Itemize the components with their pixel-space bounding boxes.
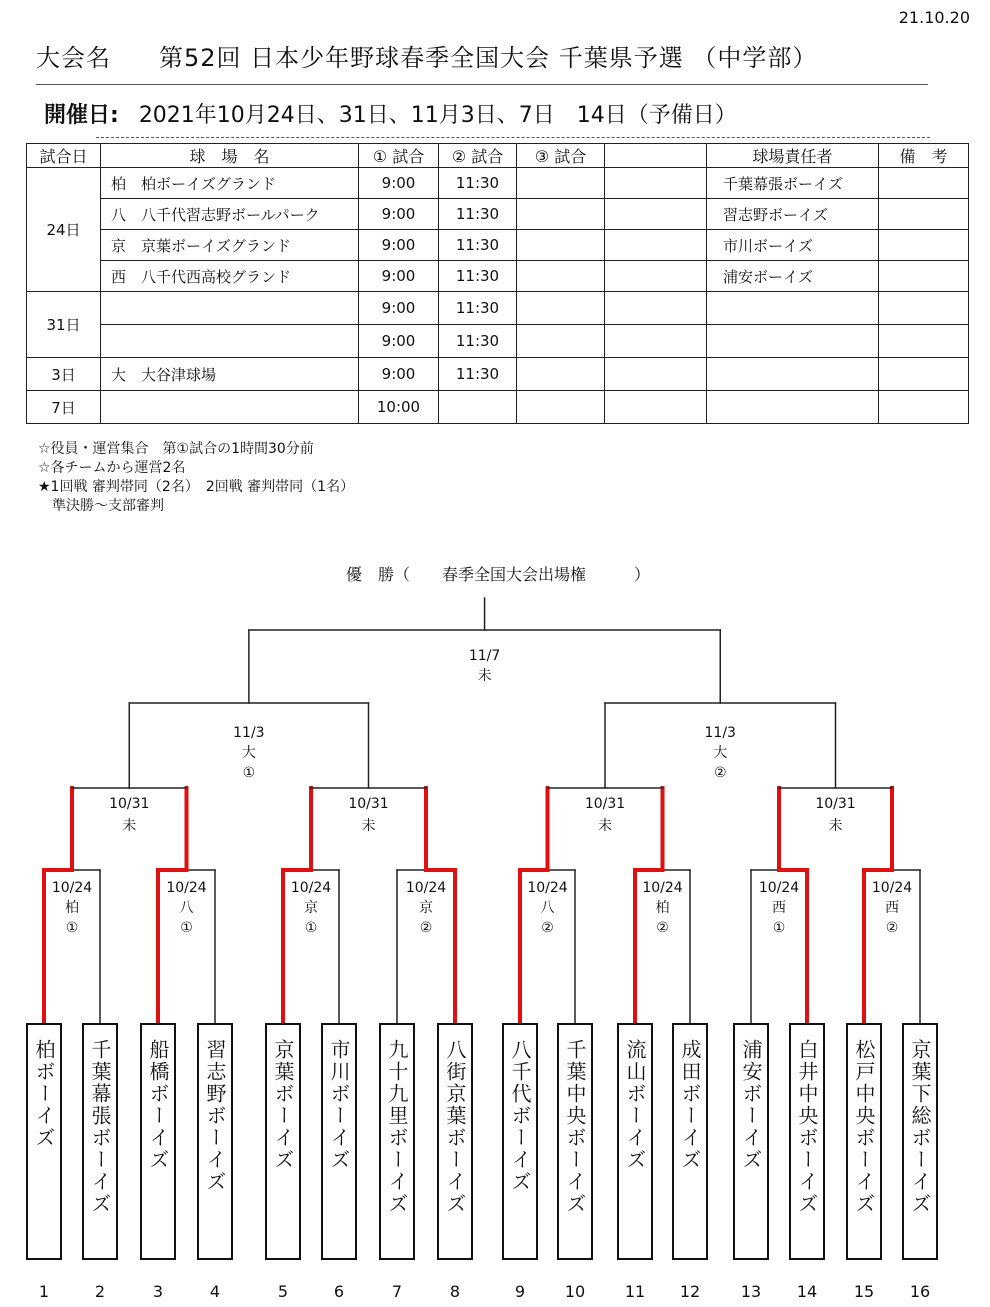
header-venue: 球 場 名 [101,144,359,168]
team-seed-number: 2 [94,1282,106,1301]
team-name: 九十九里ボーイズ [385,1039,409,1215]
team-name: 浦安ボーイズ [739,1039,763,1171]
team-seed-number: 3 [152,1282,164,1301]
manager-cell: 習志野ボーイズ [707,199,879,230]
round1-date-label: 10/24 [642,880,683,896]
time2-cell: 11:30 [439,325,517,358]
round1-venue-label: 京 [304,900,318,916]
semi-date-label: 11/3 [233,725,265,741]
team-name: 船橋ボーイズ [146,1039,170,1171]
round1-game-label: ② [541,920,554,936]
time1-cell: 9:00 [359,325,439,358]
round1-game-label: ① [772,920,786,936]
held-label: 開催日: [44,103,119,128]
team-name: 白井中央ボーイズ [795,1039,819,1215]
day-cell: 24日 [27,168,101,292]
round1-date-label: 10/24 [405,880,447,896]
team-name: 千葉幕張ボーイズ [88,1039,112,1215]
round1-venue-label: 八 [179,900,194,916]
time1-cell: 9:00 [359,261,439,292]
time2-cell: 11:30 [439,261,517,292]
round1-venue-label: 八 [540,900,555,916]
time1-cell: 9:00 [359,199,439,230]
day-cell: 3日 [27,358,101,391]
team-box [672,1023,708,1260]
venue-cell: 八 八千代習志野ボールパーク [101,199,359,230]
team-box [733,1023,769,1260]
team-name: 京葉下総ボーイズ [908,1039,932,1215]
team-box [321,1023,357,1260]
round1-venue-label: 西 [885,900,899,916]
day-cell: 7日 [27,391,101,424]
round1-game-label: ② [656,920,669,936]
document-date: 21.10.20 [898,8,970,27]
round1-date-label: 10/24 [166,880,207,896]
team-seed-number: 15 [853,1282,875,1301]
semi-venue-label: 大 [713,745,728,761]
team-box [265,1023,301,1260]
round1-game-label: ② [885,920,899,936]
time2-cell: 11:30 [439,358,517,391]
quarter-date-label: 10/31 [109,796,150,812]
team-seed-number: 4 [209,1282,221,1301]
team-seed-number: 11 [624,1282,646,1301]
team-name: 市川ボーイズ [327,1039,351,1171]
final-date-label: 11/7 [468,648,501,664]
time1-cell: 9:00 [359,230,439,261]
round1-date-label: 10/24 [290,880,332,896]
round1-venue-label: 西 [772,900,786,916]
team-name: 成田ボーイズ [678,1039,702,1171]
team-name: 八千代ボーイズ [508,1039,532,1193]
time2-cell: 11:30 [439,168,517,199]
quarter-status-label: 未 [828,818,843,834]
team-box [617,1023,653,1260]
quarter-date-label: 10/31 [584,796,626,812]
team-box [902,1023,938,1260]
time2-cell: 11:30 [439,292,517,325]
champion-line: 優 勝（ 春季全国大会出場権 ） [346,565,651,584]
note-line: ☆役員・運営集合 第①試合の1時間30分前 [38,441,314,457]
round1-date-label: 10/24 [527,880,568,896]
time2-cell: 11:30 [439,199,517,230]
team-name: 八街京葉ボーイズ [443,1039,467,1215]
round1-game-label: ① [304,920,318,936]
manager-cell: 浦安ボーイズ [707,261,879,292]
venue-cell: 京 京葉ボーイズグランド [101,230,359,261]
team-name: 千葉中央ボーイズ [563,1039,587,1215]
time1-cell: 9:00 [359,292,439,325]
semi-date-label: 11/3 [704,725,736,741]
round1-date-label: 10/24 [758,880,800,896]
note-line: ☆各チームから運営2名 [38,460,186,476]
header-day: 試合日 [27,144,101,168]
round1-date-label: 10/24 [51,880,93,896]
round1-venue-label: 柏 [655,900,670,916]
quarter-status-label: 未 [122,818,137,834]
header-notes: 備 考 [879,144,969,168]
team-seed-number: 13 [740,1282,762,1301]
note-line: ★1回戦 審判帯同（2名） 2回戦 審判帯同（1名） [38,479,355,495]
team-box [379,1023,415,1260]
team-seed-number: 9 [514,1282,526,1301]
header-game1: ① 試合 [359,144,439,168]
semi-game-label: ① [242,765,256,781]
venue-cell: 西 八千代西高校グランド [101,261,359,292]
header-game2: ② 試合 [439,144,517,168]
round1-game-label: ② [419,920,433,936]
round1-venue-label: 京 [419,900,433,916]
team-seed-number: 8 [449,1282,461,1301]
quarter-status-label: 未 [361,818,376,834]
team-seed-number: 16 [909,1282,931,1301]
team-name: 京葉ボーイズ [271,1039,295,1171]
quarter-status-label: 未 [598,818,612,834]
header-manager: 球場責任者 [707,144,879,168]
team-box [557,1023,593,1260]
header-game3: ③ 試合 [517,144,605,168]
time2-cell: 11:30 [439,230,517,261]
team-box [502,1023,538,1260]
final-status-label: 未 [477,668,492,684]
team-seed-number: 1 [38,1282,50,1301]
team-name: 松戸中央ボーイズ [852,1039,876,1215]
team-box [437,1023,473,1260]
semi-venue-label: 大 [241,745,256,761]
team-box [846,1023,882,1260]
venue-cell: 大 大谷津球場 [101,358,359,391]
round1-game-label: ① [65,920,79,936]
quarter-date-label: 10/31 [348,796,389,812]
round1-venue-label: 柏 [65,900,79,916]
semi-game-label: ② [713,765,727,781]
team-seed-number: 7 [391,1282,403,1301]
day-cell: 31日 [27,292,101,358]
note-line: 準決勝～支部審判 [38,498,164,514]
manager-cell: 千葉幕張ボーイズ [707,168,879,199]
round1-game-label: ① [180,920,193,936]
held-dates: 2021年10月24日、31日、11月3日、7日 14日（予備日） [138,103,737,128]
time1-cell: 10:00 [359,391,439,424]
team-box [26,1023,62,1260]
team-name: 柏ボーイズ [32,1039,56,1149]
team-seed-number: 14 [796,1282,818,1301]
manager-cell: 市川ボーイズ [707,230,879,261]
time1-cell: 9:00 [359,168,439,199]
quarter-date-label: 10/31 [815,796,856,812]
round1-date-label: 10/24 [871,880,913,896]
team-seed-number: 12 [679,1282,701,1301]
team-box [197,1023,233,1260]
team-box [82,1023,118,1260]
venue-cell: 柏 柏ボーイズグランド [101,168,359,199]
title-label: 大会名 [36,44,111,72]
team-seed-number: 6 [333,1282,345,1301]
team-name: 流山ボーイズ [623,1039,647,1171]
team-box [789,1023,825,1260]
title-text: 第52回 日本少年野球春季全国大会 千葉県予選 （中学部） [159,44,818,72]
team-name: 習志野ボーイズ [203,1039,227,1193]
team-seed-number: 10 [564,1282,586,1301]
team-box [140,1023,176,1260]
team-seed-number: 5 [277,1282,289,1301]
time1-cell: 9:00 [359,358,439,391]
